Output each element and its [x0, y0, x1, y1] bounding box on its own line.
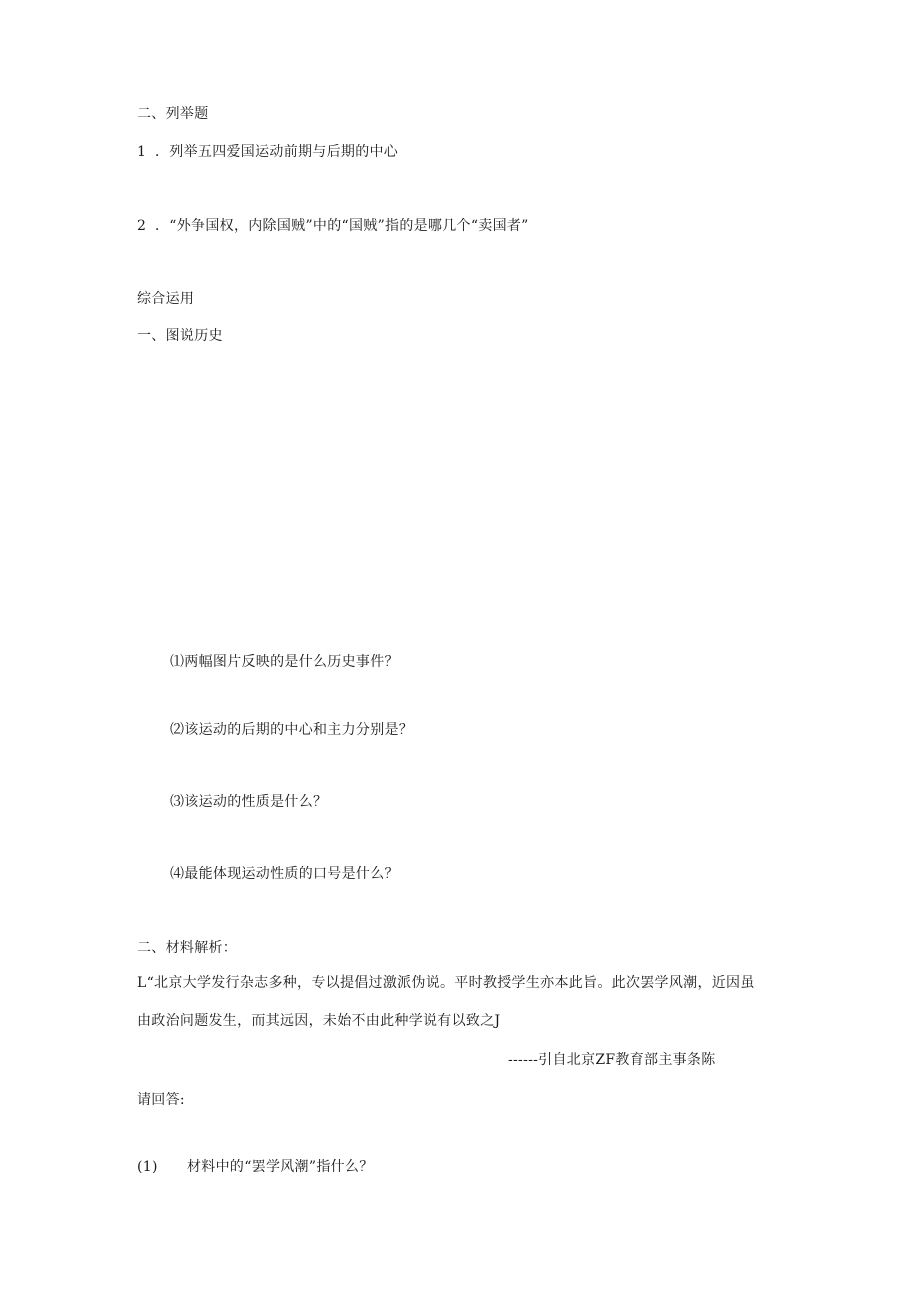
picture-question-2: ⑵该运动的后期的中心和主力分别是？ — [170, 722, 414, 738]
question-2-text: ．“外争国权，内除国贼”中的“国贼”指的是哪几个“卖国者” — [155, 218, 529, 234]
material-quote-line-1: L“北京大学发行杂志多种，专以提倡过激派伪说。平时教授学生亦本此旨。此次罢学风潮，近因虽 — [137, 975, 755, 991]
material-source: ------引自北京ZF教育部主事条陈 — [508, 1052, 716, 1068]
section-heading-list: 二、列举题 — [137, 106, 209, 122]
picture-question-1: ⑴两幅图片反映的是什么历史事件？ — [170, 654, 399, 670]
picture-question-4: ⑷最能体现运动性质的口号是什么？ — [170, 866, 399, 882]
question-1 — [137, 142, 398, 162]
subheading-picture-history: 一、图说历史 — [137, 328, 223, 344]
picture-question-3: ⑶该运动的性质是什么？ — [170, 794, 328, 810]
answer-prompt: 请回答: — [137, 1092, 185, 1108]
question-2-number: 2 — [137, 218, 147, 234]
material-question-1-number: (1) — [137, 1159, 158, 1175]
section-heading-apply: 综合运用 — [137, 291, 195, 307]
material-question-1-text: 材料中的“罢学风潮”指什么？ — [187, 1159, 374, 1175]
question-1-number: 1 — [137, 144, 147, 160]
question-1-text: ．列举五四爱国运动前期与后期的中心 — [155, 144, 399, 160]
material-quote-line-2: 由政治问题发生，而其远因，未始不由此种学说有以致之J — [137, 1013, 501, 1029]
material-question-1 — [137, 1157, 374, 1177]
section-heading-material: 二、材料解析： — [137, 940, 238, 956]
question-2 — [137, 216, 529, 236]
